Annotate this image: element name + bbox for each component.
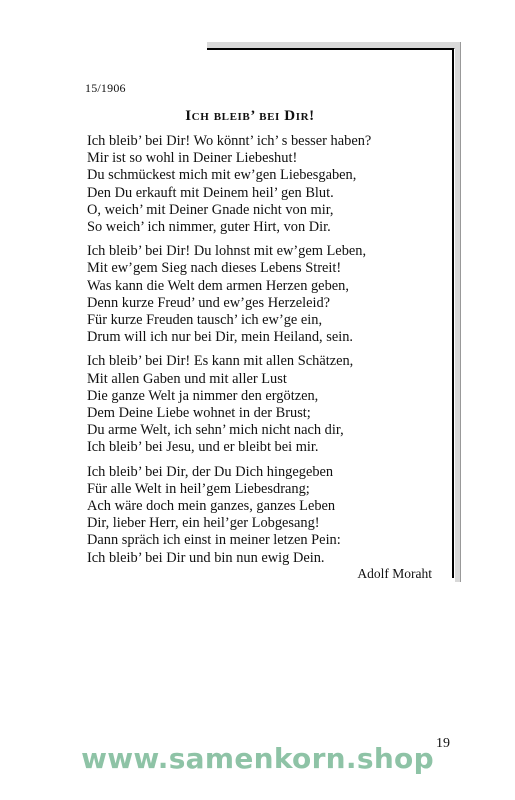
stanza-4	[87, 464, 427, 567]
poem-line: Den Du erkauft mit Deinem heil’ gen Blut.	[87, 184, 334, 201]
poem-line: O, weich’ mit Deiner Gnade nicht von mir,	[87, 201, 334, 218]
poem-line: Dann spräch ich einst in meiner letzen Pein:	[87, 532, 341, 549]
poem-line: Für kurze Freuden tausch’ ich ew’ge ein,	[87, 312, 323, 329]
poem-line: Was kann die Welt dem armen Herzen geben,	[87, 277, 349, 294]
frame-border-right	[452, 48, 454, 578]
website-watermark[interactable]: www.samenkorn.shop	[81, 742, 434, 775]
poem-line: Mit ew’gem Sieg nach dieses Lebens Streit!	[87, 260, 342, 277]
poem-line: Mir ist so wohl in Deiner Liebeshut!	[87, 150, 298, 167]
poem-line: Ach wäre doch mein ganzes, ganzes Leben	[87, 498, 336, 515]
poem-line: Mit allen Gaben und mit aller Lust	[87, 370, 287, 387]
poem-line: So weich’ ich nimmer, guter Hirt, von Dir.	[87, 219, 331, 236]
poem-line: Ich bleib’ bei Dir! Du lohnst mit ew’gem Leben,	[87, 243, 367, 260]
frame-border-right-outer	[455, 42, 460, 582]
poem-title: Ich bleib’ bei Dir!	[185, 108, 315, 124]
poem-line: Drum will ich nur bei Dir, mein Heiland, sein.	[87, 329, 353, 346]
poem-line: Du arme Welt, ich sehn’ mich nicht nach dir,	[87, 422, 344, 439]
poem-line: Denn kurze Freud’ und ew’ges Herzeleid?	[87, 294, 331, 311]
poem-line: Ich bleib’ bei Jesu, und er bleibt bei mir.	[87, 439, 319, 456]
poem-body	[87, 133, 427, 574]
stanza-2	[87, 243, 427, 346]
date-reference: 15/1906	[85, 81, 126, 95]
poem-line: Für alle Welt in heil’gem Liebesdrang;	[87, 480, 310, 497]
poem-line: Ich bleib’ bei Dir! Es kann mit allen Schätzen,	[87, 353, 354, 370]
frame-border-top-inner	[207, 48, 452, 50]
poem-line: Die ganze Welt ja nimmer den ergötzen,	[87, 387, 319, 404]
poem-line: Ich bleib’ bei Dir! Wo könnt’ ich’ s besser haben?	[87, 133, 372, 149]
stanza-1	[87, 133, 427, 236]
poem-line: Dir, lieber Herr, ein heil’ger Lobgesang!	[87, 515, 320, 532]
poem-line: Ich bleib’ bei Dir und bin nun ewig Dein.	[87, 549, 325, 566]
page-number: 19	[436, 736, 450, 751]
poem-line: Du schmückest mich mit ew’gen Liebesgaben,	[87, 167, 357, 184]
poem-author: Adolf Moraht	[357, 566, 432, 581]
poem-line: Dem Deine Liebe wohnet in der Brust;	[87, 405, 311, 422]
poem-line: Ich bleib’ bei Dir, der Du Dich hingegeben	[87, 463, 334, 480]
stanza-3	[87, 353, 427, 456]
